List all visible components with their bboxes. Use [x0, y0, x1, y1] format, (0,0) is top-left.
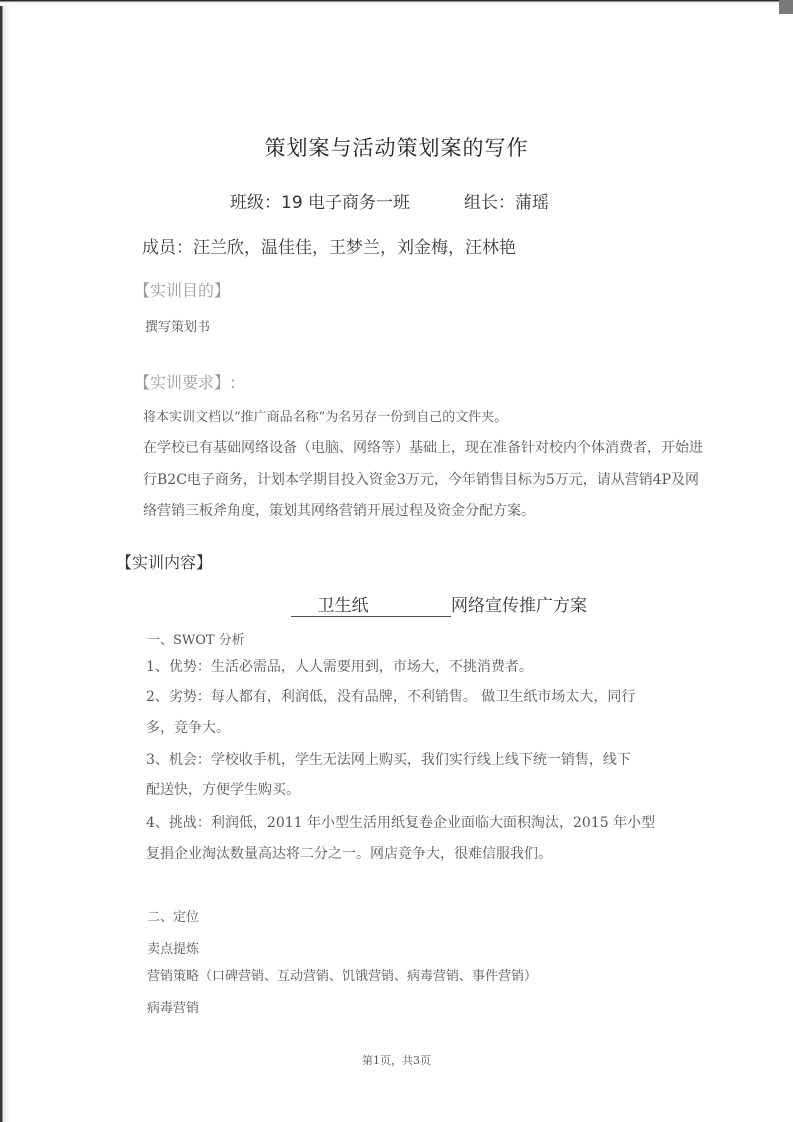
- objective-text: 撰写策划书: [145, 320, 211, 335]
- plan-title-blank: [395, 596, 451, 617]
- swot-item-4a: 4、挑战：利润低，2011 年小型生活用纸复卷企业面临大面积淘汰，2015 年小型: [146, 815, 656, 831]
- position-item-2: 营销策略（口碑营销、互动营销、饥饿营销、病毒营销、事件营销）: [147, 969, 538, 984]
- swot-item-3b: 配送快，方便学生购买。: [146, 782, 300, 798]
- requirement-line-3: 行B2C电子商务，计划本学期目投入资金3万元，今年销售目标为5万元，请从营销4P及网: [143, 472, 700, 488]
- swot-item-1: 1、优势：生活必需品，人人需要用到，市场大，不挑消费者。: [146, 659, 533, 675]
- page-title: 策划案与活动策划案的写作: [264, 136, 529, 160]
- requirement-line-2: 在学校已有基础网络设备（电脑、网络等）基础上，现在准备针对校内个体消费者，开始进: [143, 440, 703, 456]
- scan-corner-mark: [779, 0, 793, 14]
- members-label: 成员：汪兰欣，温佳佳，王梦兰，刘金梅，汪林艳: [142, 238, 516, 258]
- scan-edge-top: [0, 0, 793, 6]
- swot-item-2a: 2、劣势：每人都有，利润低，没有品牌，不利销售。 做卫生纸市场太大，同行: [146, 689, 636, 705]
- requirement-line-1: 将本实训文档以“推广商品名称”为名另存一份到自己的文件夹。: [143, 410, 508, 425]
- class-label: 班级：19 电子商务一班: [230, 193, 411, 213]
- swot-item-3a: 3、机会：学校收手机，学生无法网上购买，我们实行线上线下统一销售，线下: [146, 752, 631, 768]
- swot-heading: 一、SWOT 分析: [147, 633, 245, 648]
- requirement-line-4: 络营销三板斧角度，策划其网络营销开展过程及资金分配方案。: [143, 503, 535, 519]
- plan-product-name: 卫生纸: [291, 591, 395, 617]
- plan-title-suffix: 网络宣传推广方案: [451, 596, 587, 616]
- swot-item-4b: 复捐企业淘汰数量高达将二分之一。网店竞争大，很难信服我们。: [146, 846, 552, 862]
- requirement-heading: 【实训要求】:: [134, 373, 236, 392]
- content-heading: 【实训内容】: [116, 553, 213, 572]
- leader-label: 组长：蒲瑶: [464, 193, 549, 213]
- page-footer: 第1页，共3页: [362, 1054, 431, 1067]
- scan-edge-left: [0, 0, 10, 1122]
- position-item-3: 病毒营销: [147, 1001, 200, 1016]
- plan-title: [291, 591, 587, 617]
- position-item-1: 卖点提炼: [147, 942, 200, 957]
- objective-heading: 【实训目的】: [134, 281, 231, 300]
- position-heading: 二、定位: [147, 910, 200, 925]
- swot-item-2b: 多，竞争大。: [146, 720, 230, 736]
